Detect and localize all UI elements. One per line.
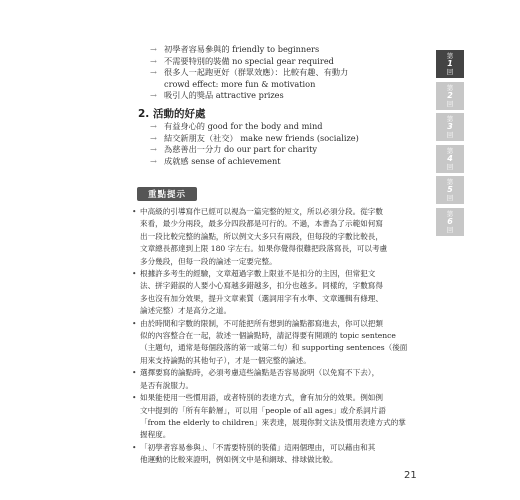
list-item [150,121,359,133]
text-line: 根據許多考生的經驗，文章超過字數上限並不是扣分的主因，但常犯文 [140,269,376,279]
text-line: 文章總長都達到上限 180 字左右。如果你覺得很難把段落寫長，可以考慮 [140,244,388,254]
key-point-text [140,318,407,368]
item-english: attractive prizes [215,90,284,100]
item-english: no special gear required [232,55,334,66]
text-line: 文中提到的「所有年齡層」，可以用「people of all ages」或介系詞片語 [140,405,386,415]
text-line: 是否有說服力。 [140,380,194,390]
chapter-tab-2[interactable] [436,82,464,110]
tab-text: 第 [446,115,454,123]
tab-text: 第 [446,146,454,155]
arrow-icon: → [150,144,157,154]
list-item-text [164,56,334,68]
key-point-text [140,268,407,318]
arrow-icon: → [150,67,157,77]
tab-text: 回 [446,99,454,108]
chapter-tab-1[interactable] [436,50,464,78]
reasons-list [150,44,348,102]
tab-text: 第 [446,52,454,60]
text-line: 中高級的引導寫作已經可以視為一篇完整的短文，所以必須分段。從字數 [140,207,383,216]
item-chinese: 不需要特別的裝備 [164,55,230,66]
key-points [132,206,407,467]
text-line: 選擇要寫的論點時，必須考慮這些論點是否容易說明（以免寫不下去）， [140,368,380,378]
benefits-list [150,121,359,167]
tab-text: 2 [447,90,453,100]
item-english: friendly to beginners [232,44,320,54]
page-number: 21 [404,470,417,481]
item-english: do our part for charity [223,144,318,154]
chapter-tab-5[interactable] [436,176,464,204]
chapter-tab-3[interactable] [436,113,464,141]
list-item-text [164,121,323,133]
item-chinese: 為慈善出一分力 [164,144,222,154]
arrow-icon: → [150,90,157,100]
text-line: 來看，最少分兩段，最多分四段都是可行的。不過，本書為了示範如何寫 [140,219,383,229]
text-line: 「from the elderly to children」來表達，展現你對文法及慣用表達方式的掌 [140,417,406,427]
tab-text: 回 [446,194,454,202]
chapter-tab-4[interactable] [436,145,464,173]
key-point [132,268,407,318]
tab-text: 1 [447,59,453,68]
text-line: 多分幾段，但每一段的論述一定要完整。 [140,256,277,266]
bullet-icon: • [132,393,137,403]
bullet-icon: • [132,269,137,279]
item-chinese: 有益身心的 [164,121,205,131]
arrow-icon: → [150,132,157,143]
key-point [132,392,407,442]
text-line: 論述完整）才是高分之道。 [140,306,232,316]
item-english: good for the body and mind [207,121,323,131]
list-item-text [164,44,319,56]
item-chinese: 成就感 [164,155,189,166]
key-point [132,206,407,268]
key-point [132,367,407,392]
tab-text: 回 [446,131,454,139]
item-chinese: 結交新朋友（社交） [164,132,238,143]
key-point-text [140,206,407,268]
item-english: make new friends (socialize) [240,132,359,143]
tab-text: 第 [446,178,454,186]
tab-text: 回 [446,162,454,171]
arrow-icon: → [150,55,157,66]
text-line: 用來支持論點的其他句子），才是一個完整的論述。 [140,355,311,365]
text-line: 似的內容整合在一起，敘述一個論點時，請記得要有開頭的 topic sentence [140,331,396,341]
bullet-icon: • [132,318,137,328]
tab-text: 回 [446,68,454,76]
chapter-tabs [436,50,466,239]
list-item [150,56,348,68]
bullet-icon: • [132,368,137,378]
list-item-text [164,90,284,102]
key-point-text [140,392,407,442]
tab-text: 第 [446,83,454,92]
text-line: 他運動的比較來證明，例如例文中是和網球、排球做比較。 [140,455,338,465]
section-title: 2. 活動的好處 [138,108,206,120]
item-chinese: 初學者容易參與的 [164,44,230,54]
list-item-text [164,67,348,90]
arrow-icon: → [150,155,157,166]
text-line: 法、拼字錯誤的人要小心寫越多錯越多，扣分也越多。同樣的，字數寫得 [140,281,383,291]
list-item [150,156,359,168]
text-line: 多也沒有加分效果，提升文章素質（選詞用字有水準、文章邏輯有條理、 [140,293,383,303]
item-chinese: 吸引人的獎品 [164,90,214,100]
list-item-text [164,144,317,156]
key-point [132,318,407,368]
tab-text: 6 [447,216,453,226]
key-point-text [140,367,407,392]
bullet-icon: • [132,207,137,216]
bullet-icon: • [132,442,137,452]
list-item-text [164,156,281,168]
chapter-tab-6[interactable] [436,208,464,236]
list-item [150,67,348,90]
item-chinese: 很多人一起跑更好（群眾效應）：比較有趣、有動力 [164,67,349,77]
tab-text: 3 [447,122,453,131]
list-item [150,90,348,102]
item-english: crowd effect: more fun & motivation [164,78,316,89]
key-point-text [140,442,407,467]
key-points-badge: 重點提示 [137,187,197,201]
item-english: sense of achievement [191,155,281,166]
tab-text: 5 [447,185,453,194]
arrow-icon: → [150,44,157,54]
arrow-icon: → [150,121,157,131]
tab-text: 4 [447,153,453,163]
tab-text: 第 [446,209,454,218]
text-line: （主題句，通常是每個段落的第一或第二句）和 supporting sentences（後面 [140,343,408,353]
text-line: 如果能使用一些慣用語，或者特別的表達方式，會有加分的效果。例如例 [140,393,383,403]
list-item [150,144,359,156]
text-line: 「初學者容易參與」、「不需要特別的裝備」這兩個理由，可以藉由和其 [140,442,376,452]
list-item [150,133,359,145]
text-line: 握程度。 [140,430,171,440]
list-item [150,44,348,56]
key-point [132,442,407,467]
list-item-text [164,133,359,145]
tab-text: 回 [446,225,454,234]
text-line: 出一段比較完整的論點，所以例文大多只有兩段，但每段的字數比較長， [140,231,383,241]
text-line: 由於時間和字數的限制，不可能把所有想到的論點都寫進去，你可以把類 [140,318,383,328]
